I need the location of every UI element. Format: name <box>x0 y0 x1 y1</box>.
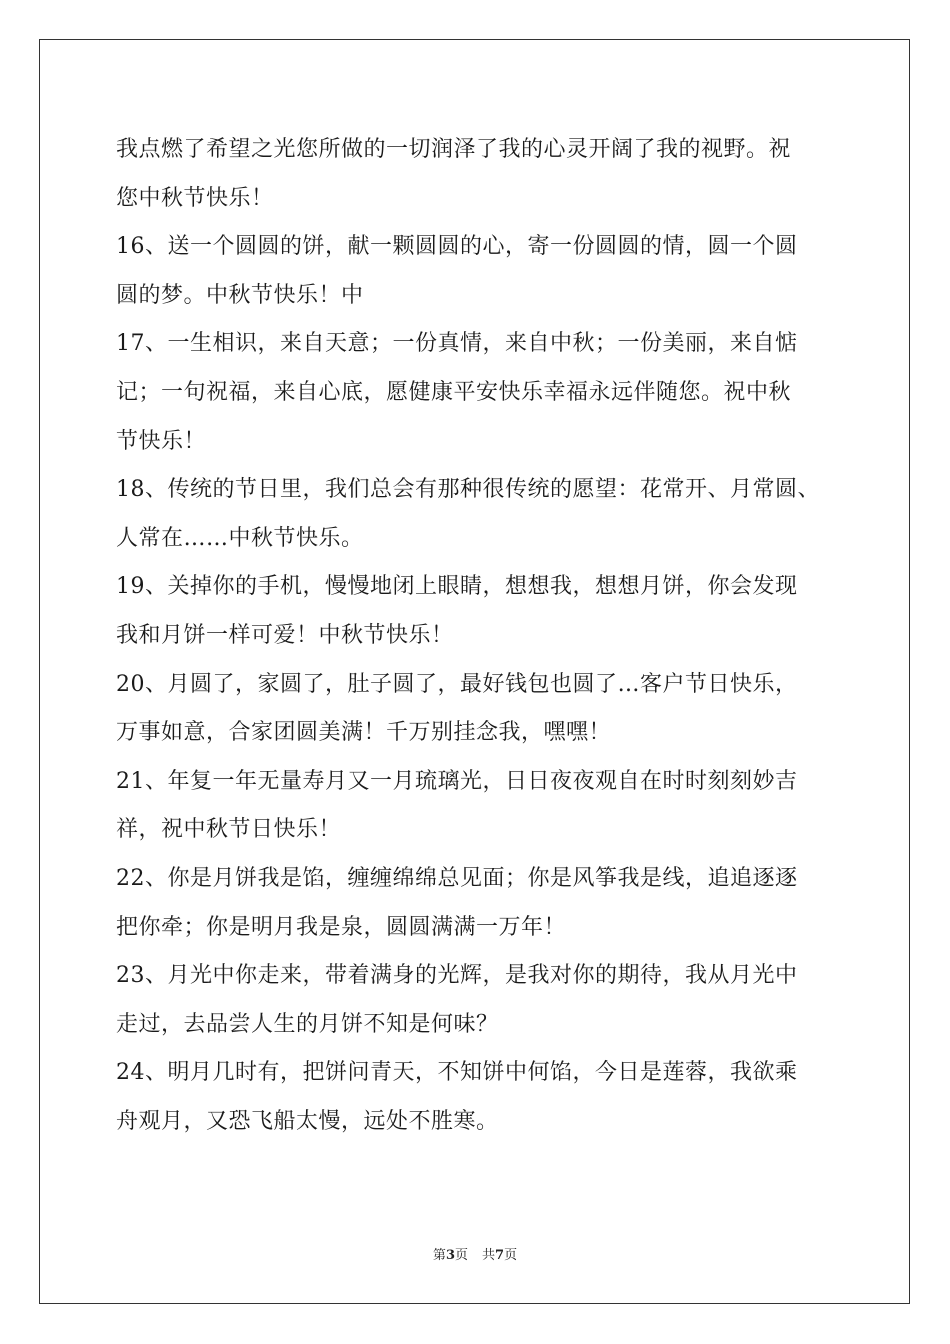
text-line: 人常在……中秋节快乐。 <box>116 525 364 551</box>
document-body <box>116 126 856 1146</box>
text-line: 舟观月，又恐飞船太慢，远处不胜寒。 <box>116 1108 499 1134</box>
text-line: 把你牵；你是明月我是泉，圆圆满满一万年！ <box>116 914 567 940</box>
text-line: 节快乐！ <box>116 428 207 454</box>
text-line: 16、送一个圆圆的饼，献一颗圆圆的心，寄一份圆圆的情，圆一个圆 <box>116 234 798 260</box>
page-number-current: 3 <box>445 1248 455 1263</box>
text-line: 21、年复一年无量寿月又一月琉璃光，日日夜夜观自在时时刻刻妙吉 <box>116 768 798 794</box>
page-total-prefix: 共 <box>482 1248 496 1263</box>
page-total-suffix: 页 <box>504 1248 518 1263</box>
text-line: 我点燃了希望之光您所做的一切润泽了我的心灵开阔了我的视野。祝 <box>116 137 792 162</box>
text-line: 24、明月几时有，把饼问青天，不知饼中何馅，今日是莲蓉，我欲乘 <box>116 1060 798 1086</box>
text-line: 20、月圆了，家圆了，肚子圆了，最好钱包也圆了…客户节日快乐， <box>116 671 798 697</box>
text-line: 圆的梦。中秋节快乐！中 <box>116 282 364 308</box>
page-number-suffix: 页 <box>454 1248 468 1263</box>
text-line: 万事如意，合家团圆美满！千万别挂念我，嘿嘿！ <box>116 720 612 746</box>
text-line: 我和月饼一样可爱！中秋节快乐！ <box>116 622 454 648</box>
page-footer <box>0 1247 950 1265</box>
text-line: 23、月光中你走来，带着满身的光辉，是我对你的期待，我从月光中 <box>116 963 798 989</box>
page-number-prefix: 第 <box>432 1248 446 1263</box>
text-line: 17、一生相识，来自天意；一份真情，来自中秋；一份美丽，来自惦 <box>116 331 798 357</box>
text-line: 19、关掉你的手机，慢慢地闭上眼睛，想想我，想想月饼，你会发现 <box>116 574 798 600</box>
text-line: 22、你是月饼我是馅，缠缠绵绵总见面；你是风筝我是线，追追逐逐 <box>116 865 798 891</box>
text-line: 您中秋节快乐！ <box>116 185 274 211</box>
text-line: 走过，去品尝人生的月饼不知是何味？ <box>116 1011 499 1037</box>
text-line: 祥，祝中秋节日快乐！ <box>116 817 342 843</box>
text-line: 记；一句祝福，来自心底，愿健康平安快乐幸福永远伴随您。祝中秋 <box>116 379 792 405</box>
page-total: 7 <box>495 1248 505 1263</box>
text-line: 18、传统的节日里，我们总会有那种很传统的愿望：花常开、月常圆、 <box>116 477 820 503</box>
